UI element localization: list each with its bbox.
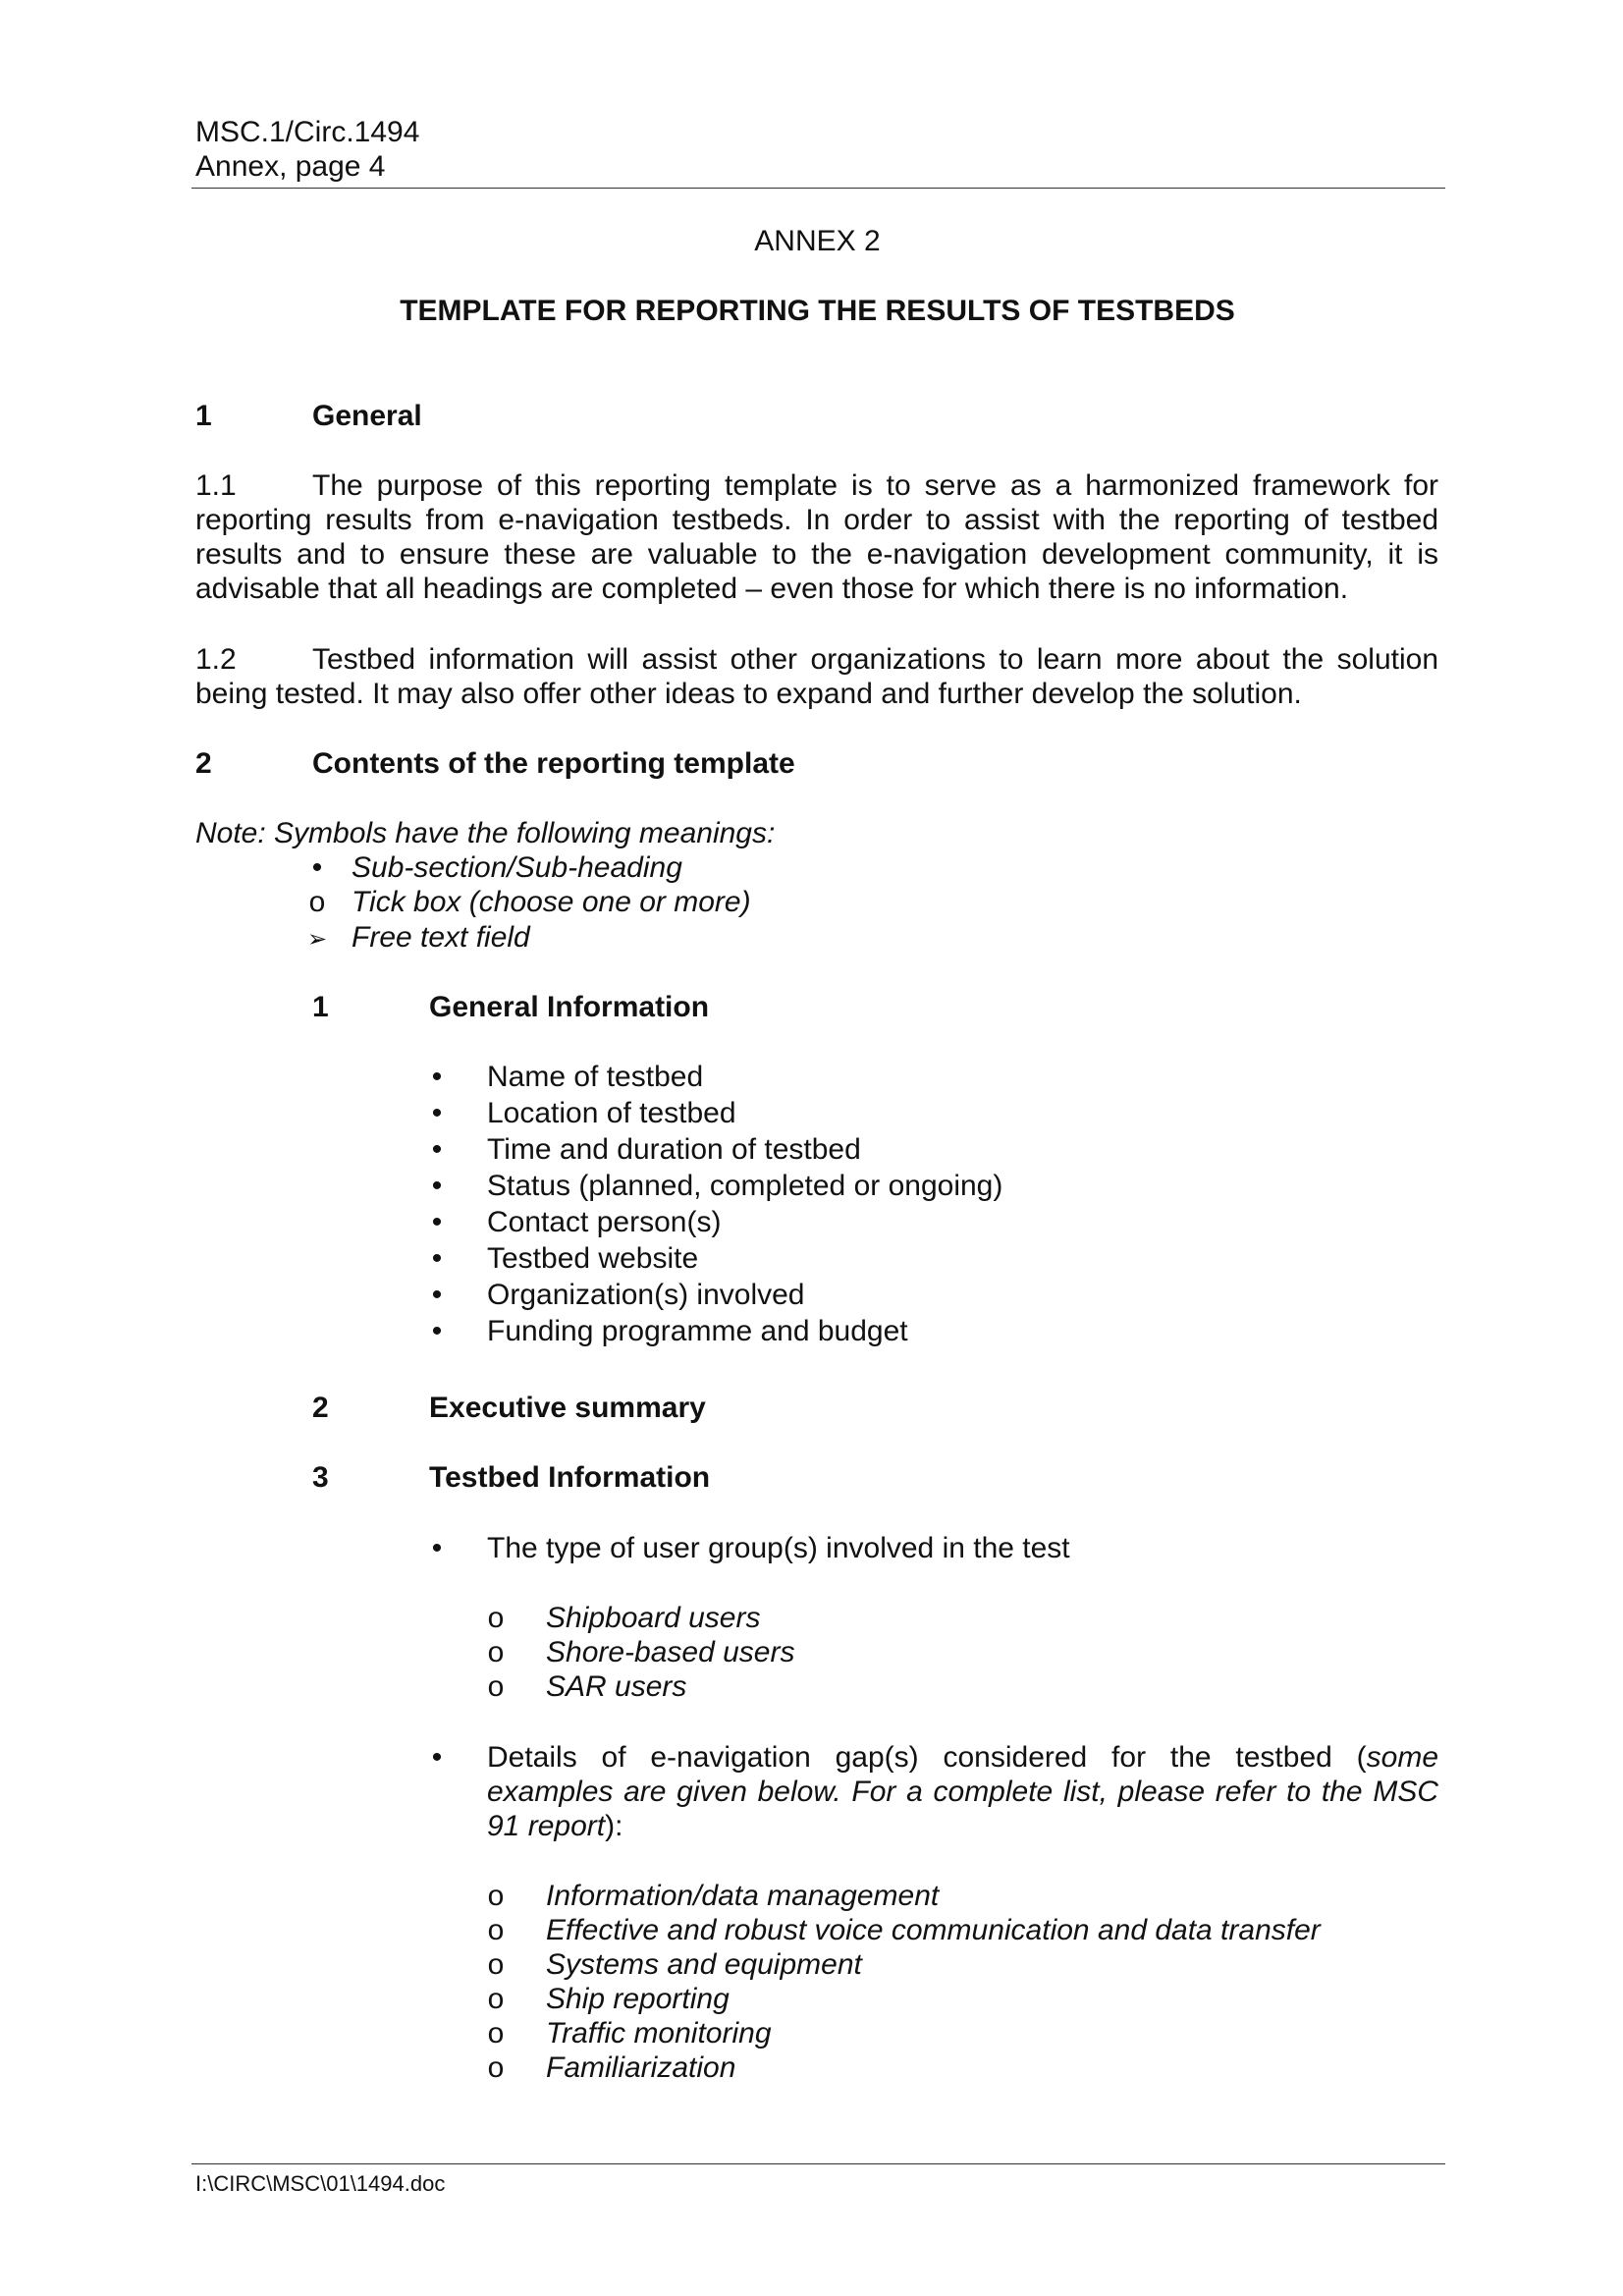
annex-label: ANNEX 2 <box>754 225 881 257</box>
tick-box-symbol: o <box>487 1880 505 1912</box>
header-rule <box>191 188 1445 189</box>
user-groups-heading <box>422 1531 1070 1565</box>
annex-title: TEMPLATE FOR REPORTING THE RESULTS OF TESTBEDS <box>400 295 1235 327</box>
legend-text: Sub-section/Sub-heading <box>352 851 682 884</box>
tick-box-option <box>481 1669 794 1704</box>
tick-box-symbol: o <box>487 2017 505 2050</box>
option-text: Familiarization <box>546 2051 736 2084</box>
option-text: Ship reporting <box>546 1983 730 2015</box>
gaps-heading-pre: Details of e-navigation gap(s) considered for the testbed ( <box>487 1741 1367 1774</box>
list-item-text: Organization(s) involved <box>487 1279 805 1311</box>
gaps-heading <box>487 1740 1438 1843</box>
bullet-symbol: • <box>431 1532 443 1564</box>
list-item <box>422 1314 1002 1348</box>
tick-box-symbol: o <box>487 2051 505 2084</box>
doc-reference: MSC.1/Circ.1494 <box>195 116 420 148</box>
list-item <box>422 1060 1002 1094</box>
tick-box-option <box>481 2016 1321 2050</box>
template-section-1-title: General Information <box>429 991 710 1023</box>
symbols-note: Note: Symbols have the following meanings: <box>195 817 776 849</box>
bullet-symbol: • <box>431 1133 443 1166</box>
paragraph-1-2-text: Testbed information will assist other organizations to learn more about the solution being tested. It may also offer other ideas to expand and further develop the solution. <box>195 643 1438 710</box>
list-item-text: Location of testbed <box>487 1097 736 1129</box>
tick-box-option <box>481 1635 794 1669</box>
tick-box-option <box>481 1982 1321 2016</box>
list-item <box>422 1096 1002 1130</box>
legend-text: Tick box (choose one or more) <box>352 886 751 918</box>
legend-item <box>302 850 682 885</box>
document-header <box>195 115 419 184</box>
bullet-symbol: • <box>431 1097 443 1129</box>
tick-box-symbol: o <box>487 1983 505 2015</box>
gaps-heading-italic: some examples are given below. For a complete list, please refer to the MSC 91 report <box>487 1741 1438 1842</box>
paragraph-1-2 <box>195 642 1438 711</box>
gaps-heading-post: ): <box>605 1810 623 1842</box>
list-item <box>422 1241 1002 1276</box>
option-text: Effective and robust voice communication and data transfer <box>546 1914 1321 1946</box>
section-2-title: Contents of the reporting template <box>312 747 795 780</box>
list-item <box>422 1169 1002 1203</box>
legend-item <box>302 920 530 957</box>
tick-box-option <box>481 2050 1321 2085</box>
list-item <box>422 1205 1002 1239</box>
footer-rule <box>191 2163 1445 2164</box>
list-item <box>422 1278 1002 1312</box>
footer-file-path: I:\CIRC\MSC\01\1494.doc <box>195 2171 446 2196</box>
section-1-number: 1 <box>195 400 212 432</box>
bullet-symbol: • <box>431 1242 443 1275</box>
tick-box-option <box>481 1947 1321 1982</box>
option-text: Information/data management <box>546 1880 940 1912</box>
paragraph-1-1-text: The purpose of this reporting template is to serve as a harmonized framework for reporting results from e-navigation testbeds. In order to assist with the reporting of testbed results and to ensure these are valuable to the e-navigation development community, it is advisable that all headings are completed – even those for which there is no information. <box>195 469 1438 605</box>
tick-box-symbol: o <box>308 886 326 918</box>
template-section-2-title: Executive summary <box>429 1392 706 1424</box>
section-1-title: General <box>312 400 422 432</box>
list-item-text: Name of testbed <box>487 1061 704 1093</box>
tick-box-symbol: o <box>487 1670 505 1703</box>
user-groups-list <box>481 1601 794 1704</box>
tick-box-option <box>481 1913 1321 1947</box>
list-item-text: Contact person(s) <box>487 1206 722 1238</box>
tick-box-symbol: o <box>487 1602 505 1634</box>
user-groups-heading-text: The type of user group(s) involved in the test <box>487 1532 1070 1564</box>
option-text: Systems and equipment <box>546 1948 862 1981</box>
arrow-bullet-icon: ➢ <box>306 926 328 953</box>
bullet-symbol: • <box>431 1279 443 1311</box>
bullet-symbol: • <box>431 1061 443 1093</box>
tick-box-symbol: o <box>487 1636 505 1668</box>
template-section-2-number: 2 <box>312 1392 329 1424</box>
page-reference: Annex, page 4 <box>195 150 386 183</box>
template-section-1-number: 1 <box>312 991 329 1023</box>
bullet-symbol: • <box>311 851 323 884</box>
option-text: Traffic monitoring <box>546 2017 772 2050</box>
tick-box-symbol: o <box>487 1948 505 1981</box>
list-item <box>422 1132 1002 1167</box>
bullet-symbol: • <box>431 1315 443 1347</box>
list-item-text: Time and duration of testbed <box>487 1133 861 1166</box>
paragraph-1-1-number: 1.1 <box>195 469 237 502</box>
list-item-text: Status (planned, completed or ongoing) <box>487 1170 1003 1202</box>
bullet-symbol: • <box>431 1170 443 1202</box>
paragraph-1-2-number: 1.2 <box>195 643 237 676</box>
tick-box-option <box>481 1879 1321 1913</box>
tick-box-option <box>481 1601 794 1635</box>
legend-item <box>302 885 751 919</box>
list-item-text: Funding programme and budget <box>487 1315 908 1347</box>
list-item-text: Testbed website <box>487 1242 699 1275</box>
general-information-list <box>422 1060 1002 1348</box>
bullet-symbol: • <box>431 1206 443 1238</box>
template-section-3-title: Testbed Information <box>429 1461 711 1494</box>
option-text: Shore-based users <box>546 1636 795 1668</box>
bullet-symbol: • <box>431 1741 443 1774</box>
paragraph-1-1 <box>195 468 1438 606</box>
tick-box-symbol: o <box>487 1914 505 1946</box>
option-text: Shipboard users <box>546 1602 761 1634</box>
legend-text: Free text field <box>352 921 530 954</box>
gaps-list <box>481 1879 1321 2085</box>
option-text: SAR users <box>546 1670 687 1703</box>
section-2-number: 2 <box>195 747 212 780</box>
template-section-3-number: 3 <box>312 1461 329 1494</box>
